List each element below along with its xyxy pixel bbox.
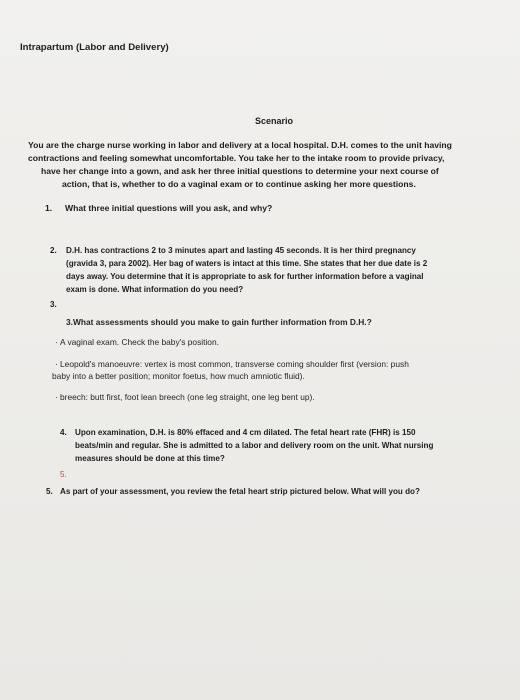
bullet-dot: · <box>55 337 58 347</box>
question-2-line: exam is done. What information do you need? <box>66 285 244 294</box>
answer-line: Leopold's manoeuvre: vertex is most common, transverse coming shoulder first (version: push <box>60 359 409 369</box>
handwritten-marker: 5. <box>60 470 67 479</box>
question-number: 3. <box>50 300 57 309</box>
question-2-line: (gravida 3, para 2002). Her bag of waters is intact at this time. She states that her due date is 2 <box>66 259 428 268</box>
question-2-line: days away. You determine that it is appropriate to ask for further information before a vaginal <box>66 272 424 281</box>
question-4-line: beats/min and regular. She is admitted to a labor and delivery room on the unit. What nursing <box>75 441 434 450</box>
scenario-heading: Scenario <box>255 116 294 126</box>
scenario-line: You are the charge nurse working in labor and delivery at a local hospital. D.H. comes to the unit having <box>28 140 452 150</box>
question-number: 1. <box>45 203 53 213</box>
answer-line: baby into a better position; monitor foetus, how much amniotic fluid). <box>52 371 305 381</box>
scenario-line: have her change into a gown, and ask her three initial questions to determine your next course of <box>41 166 439 176</box>
bullet-dot: · <box>55 359 58 369</box>
question-3-text: 3.What assessments should you make to gain further information from D.H.? <box>66 317 372 327</box>
bullet-dot: · <box>55 392 58 402</box>
question-1-text: What three initial questions will you ask, and why? <box>65 203 273 213</box>
question-number: 5. <box>46 487 53 496</box>
question-2-line: D.H. has contractions 2 to 3 minutes apart and lasting 45 seconds. It is her third pregnancy <box>66 246 416 255</box>
document-title: Intrapartum (Labor and Delivery) <box>20 42 169 53</box>
question-5-text: As part of your assessment, you review the fetal heart strip pictured below. What will you do? <box>60 487 420 496</box>
scenario-line: contractions and feeling somewhat uncomfortable. You take her to the intake room to provide privacy, <box>28 153 445 163</box>
answer-line: breech: butt first, foot lean breech (one leg straight, one leg bent up). <box>60 392 315 402</box>
answer-line: A vaginal exam. Check the baby's position. <box>60 337 219 347</box>
question-number: 2. <box>50 246 57 255</box>
question-4-line: Upon examination, D.H. is 80% effaced and 4 cm dilated. The fetal heart rate (FHR) is 150 <box>75 428 416 437</box>
question-number: 4. <box>60 428 67 437</box>
question-4-line: measures should be done at this time? <box>75 454 225 463</box>
scenario-line: action, that is, whether to do a vaginal exam or to continue asking her more questions. <box>62 179 416 189</box>
